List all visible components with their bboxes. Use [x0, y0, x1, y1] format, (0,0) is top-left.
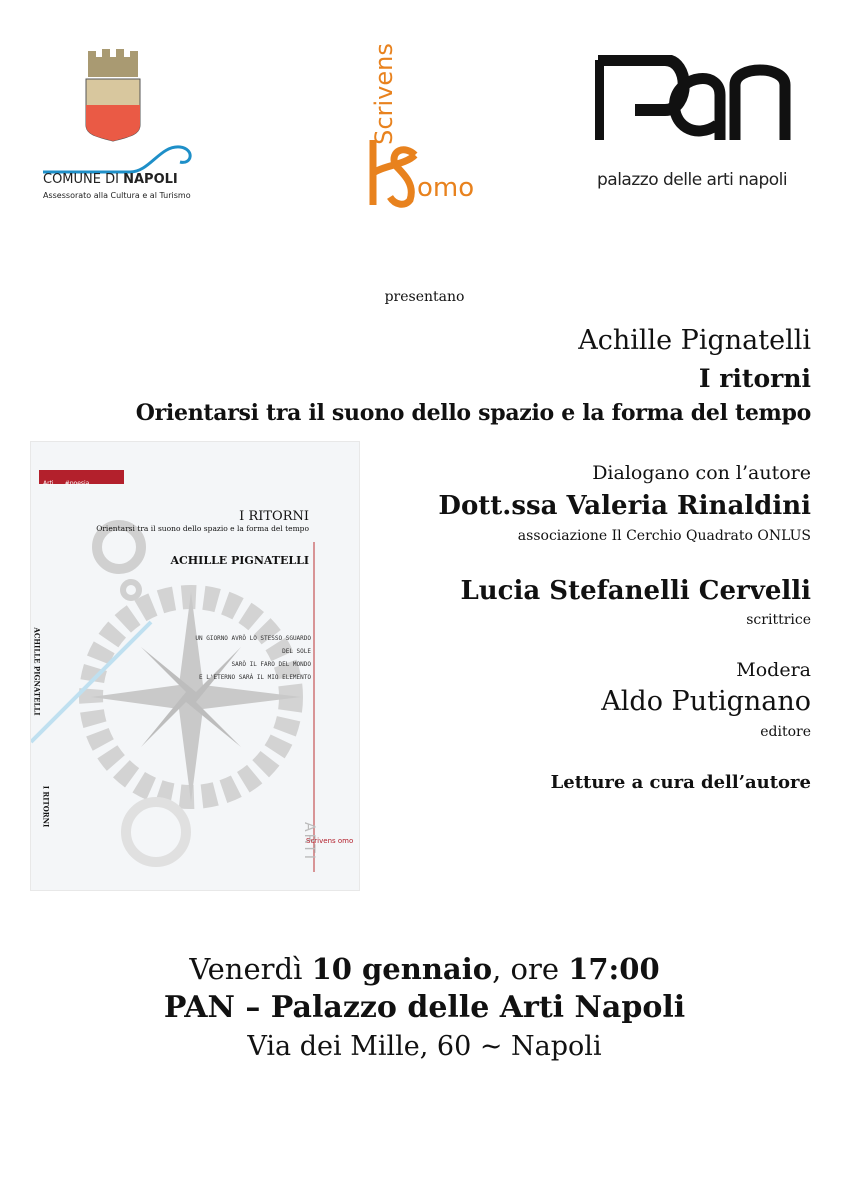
cover-poem-line: DEL SOLE — [282, 648, 311, 655]
speaker-role: associazione Il Cerchio Quadrato ONLUS — [517, 528, 811, 544]
pan-subtitle: palazzo delle arti napoli — [597, 170, 788, 190]
author-name: Achille Pignatelli — [578, 325, 811, 356]
moderator-name: Aldo Putignano — [601, 686, 811, 717]
cover-imprint-logo: Scrivens omo — [306, 837, 354, 845]
pan-logo — [595, 55, 795, 145]
speaker-role: scrittrice — [746, 612, 811, 628]
cover-tag-series: Arti — [43, 480, 54, 487]
cover-poem-line: UN GIORNO AVRÒ LO STESSO SGUARDO — [195, 635, 311, 642]
dialog-label: Dialogano con l’autore — [592, 462, 811, 484]
cover-title: I RITORNI — [239, 509, 309, 524]
presentano-label: presentano — [384, 289, 465, 305]
readings-note: Letture a cura dell’autore — [550, 772, 811, 793]
moderator-label: Modera — [736, 659, 811, 681]
cover-poem — [195, 632, 311, 684]
cover-tag — [39, 470, 124, 487]
pan-mark-icon — [595, 55, 795, 145]
event-datetime — [0, 952, 849, 986]
scrivens-homo-logo — [355, 35, 495, 215]
event-day: Venerdì — [189, 952, 312, 986]
event-venue: PAN – Palazzo delle Arti Napoli — [163, 990, 686, 1025]
event-address: Via dei Mille, 60 ~ Napoli — [247, 1031, 602, 1062]
comune-subtitle: Assessorato alla Cultura e al Turismo — [43, 191, 191, 200]
cover-poem-line: E L'ETERNO SARÀ IL MIO ELEMENTO — [199, 674, 311, 681]
cover-imprint: ARTI — [301, 822, 317, 861]
comune-name: COMUNE DI NAPOLI — [43, 172, 178, 187]
event-time: 17:00 — [568, 952, 660, 986]
book-subtitle: Orientarsi tra il suono dello spazio e la forma del tempo — [135, 400, 811, 426]
napoli-coat-of-arms-icon — [40, 45, 200, 175]
cover-tag-hashtag: #poesia — [64, 480, 90, 487]
speaker-name: Lucia Stefanelli Cervelli — [460, 576, 811, 606]
cover-spine-title: I RITORNI — [41, 785, 51, 828]
book-title: I ritorni — [698, 364, 811, 393]
homo-figure-icon — [365, 135, 425, 210]
cover-subtitle: Orientarsi tra il suono dello spazio e la forma del tempo — [96, 524, 309, 533]
moderator-role: editore — [760, 724, 811, 740]
speaker-name: Dott.ssa Valeria Rinaldini — [438, 491, 811, 521]
event-date: 10 gennaio — [311, 952, 493, 986]
book-cover-image — [30, 441, 360, 891]
cover-author: ACHILLE PIGNATELLI — [170, 554, 309, 567]
event-time-label: , ore — [492, 952, 569, 986]
cover-spine-author: ACHILLE PIGNATELLI — [32, 627, 42, 716]
scrivens-text: Scrivens — [369, 43, 398, 145]
cover-poem-line: SARÒ IL FARO DEL MONDO — [231, 661, 311, 668]
omo-text: omo — [417, 173, 475, 203]
